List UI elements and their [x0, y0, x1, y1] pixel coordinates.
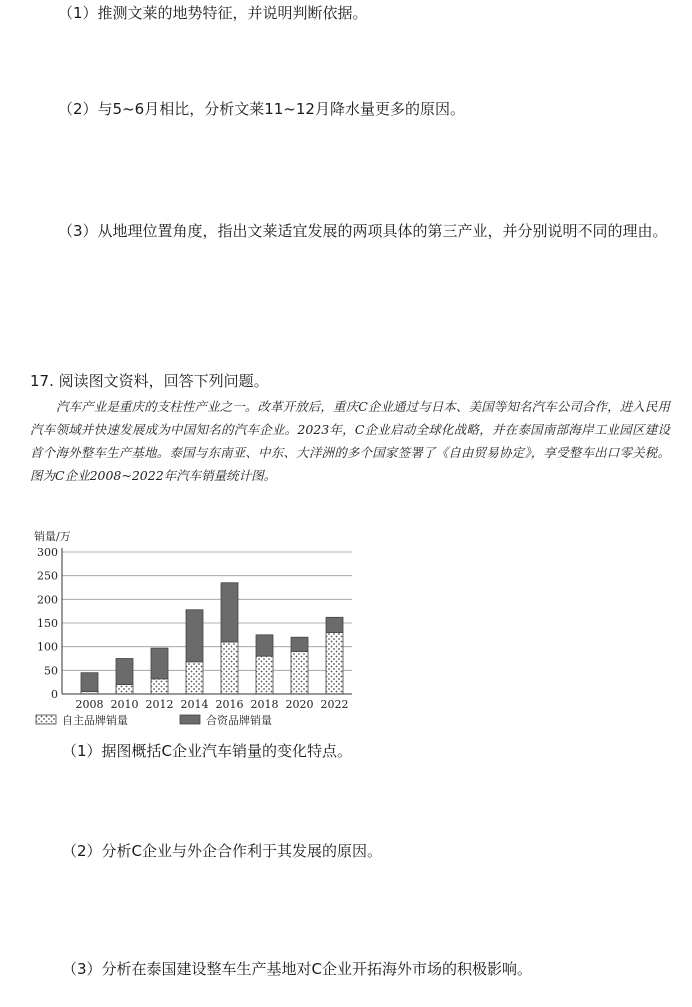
x-tick-label: 2014: [180, 698, 209, 711]
x-tick-label: 2012: [145, 698, 174, 711]
bar-joint-venture: [81, 673, 98, 692]
legend-label-own: 自主品牌销量: [62, 714, 128, 727]
question-17-sub1: （1）据图概括C企业汽车销量的变化特点。: [62, 742, 353, 760]
bar-joint-venture: [221, 583, 238, 642]
bar-joint-venture: [326, 617, 343, 632]
legend-swatch-own: [36, 715, 56, 724]
sales-chart: [30, 530, 370, 738]
legend-swatch-jv: [180, 715, 200, 724]
bar-joint-venture: [116, 659, 133, 685]
bar-joint-venture: [186, 610, 203, 662]
bar-own-brand: [186, 662, 203, 694]
question-17-passage: 汽车产业是重庆的支柱性产业之一。改革开放后，重庆C企业通过与日本、美国等知名汽车公司合作，进入民用汽车领域并快速发展成为中国知名的汽车企业。2023年，C企业启动全球化战略，并在泰国南部海岸工业园区建设首个海外整车生产基地。泰国与东南亚、中东、大洋洲的多个国家签署了《自由贸易协定》，享受整车出口零关税。图为C企业2008~2022年汽车销量统计图。: [30, 399, 670, 483]
question-17-sub3: （3）分析在泰国建设整车生产基地对C企业开拓海外市场的积极影响。: [62, 960, 533, 978]
question-17-sub2: （2）分析C企业与外企合作利于其发展的原因。: [62, 842, 383, 860]
question-3: （3）从地理位置角度，指出文莱适宜发展的两项具体的第三产业，并分别说明不同的理由。: [58, 222, 668, 240]
y-tick-label: 0: [51, 688, 58, 701]
bar-joint-venture: [291, 637, 308, 651]
x-tick-label: 2016: [215, 698, 244, 711]
y-tick-label: 250: [37, 569, 58, 583]
y-tick-label: 50: [44, 664, 58, 678]
x-tick-label: 2022: [320, 698, 349, 711]
bar-own-brand: [326, 632, 343, 694]
bar-joint-venture: [151, 648, 168, 679]
y-axis-label: 销量/万: [34, 530, 71, 543]
x-tick-label: 2008: [75, 698, 104, 711]
y-tick-label: 300: [37, 546, 58, 559]
y-tick-label: 100: [37, 640, 58, 654]
y-tick-label: 150: [37, 617, 58, 630]
bar-joint-venture: [256, 635, 273, 656]
x-tick-label: 2018: [250, 698, 279, 711]
question-2: （2）与5~6月相比，分析文莱11~12月降水量更多的原因。: [58, 100, 465, 118]
x-tick-label: 2010: [110, 698, 139, 711]
bar-own-brand: [291, 651, 308, 694]
bar-own-brand: [151, 679, 168, 694]
bar-own-brand: [221, 642, 238, 694]
x-tick-label: 2020: [285, 698, 314, 711]
question-17-heading: 17. 阅读图文资料，回答下列问题。: [30, 372, 269, 390]
y-tick-label: 200: [37, 593, 58, 607]
bar-own-brand: [256, 656, 273, 694]
question-1: （1）推测文莱的地势特征，并说明判断依据。: [58, 4, 368, 22]
legend-label-jv: 合资品牌销量: [206, 714, 272, 727]
bar-own-brand: [116, 685, 133, 694]
